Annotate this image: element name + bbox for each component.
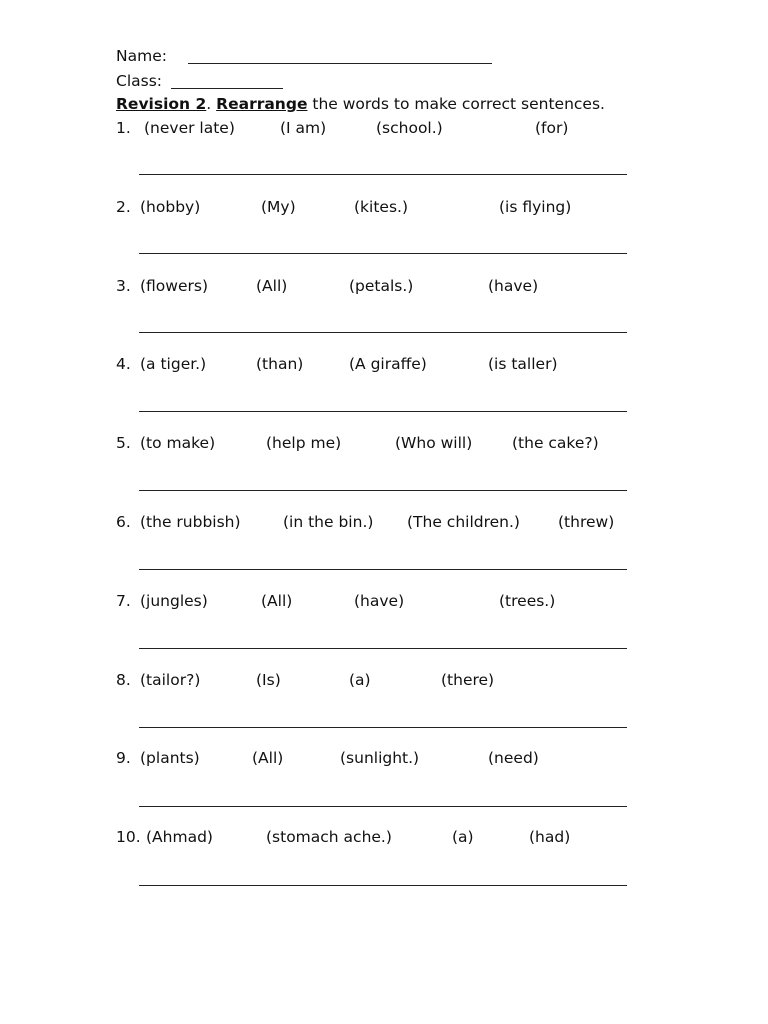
question-number: 8.: [116, 671, 131, 689]
word-chunk: (a): [349, 671, 371, 689]
word-chunk: (is taller): [488, 355, 558, 373]
word-chunk: (I am): [280, 119, 327, 137]
question-number: 2.: [116, 198, 131, 216]
word-chunk: (trees.): [499, 592, 556, 610]
class-label: Class:: [116, 72, 163, 90]
word-chunk: (to make): [140, 434, 216, 452]
word-chunk: (need): [488, 749, 539, 767]
word-chunk: (All): [252, 749, 284, 767]
answer-line[interactable]: [139, 806, 627, 807]
instruction: [116, 94, 605, 114]
word-chunk: (Who will): [395, 434, 473, 452]
word-chunk: (sunlight.): [340, 749, 420, 767]
word-chunk: (the cake?): [512, 434, 599, 452]
instruction-period: .: [206, 95, 212, 113]
word-chunk: (there): [441, 671, 495, 689]
answer-line[interactable]: [139, 648, 627, 649]
word-chunk: (My): [261, 198, 296, 216]
word-chunk: (is flying): [499, 198, 572, 216]
answer-line[interactable]: [139, 411, 627, 412]
word-chunk: (tailor?): [140, 671, 201, 689]
word-chunk: (A giraffe): [349, 355, 427, 373]
word-chunk: (plants): [140, 749, 200, 767]
word-chunk: (than): [256, 355, 304, 373]
answer-line[interactable]: [139, 569, 627, 570]
word-chunk: (hobby): [140, 198, 201, 216]
word-chunk: (have): [354, 592, 405, 610]
class-field[interactable]: [171, 88, 283, 89]
instruction-text: the words to make correct sentences.: [307, 95, 605, 113]
name-label: Name:: [116, 47, 167, 65]
word-chunk: (petals.): [349, 277, 414, 295]
answer-line[interactable]: [139, 174, 627, 175]
question-number: 3.: [116, 277, 131, 295]
question-number: 7.: [116, 592, 131, 610]
question-number: 9.: [116, 749, 131, 767]
question-number: 1.: [116, 119, 131, 137]
word-chunk: (in the bin.): [283, 513, 374, 531]
word-chunk: (school.): [376, 119, 443, 137]
answer-line[interactable]: [139, 490, 627, 491]
question-number: 6.: [116, 513, 131, 531]
word-chunk: (for): [535, 119, 569, 137]
word-chunk: (All): [256, 277, 288, 295]
name-field[interactable]: [188, 63, 492, 64]
word-chunk: (jungles): [140, 592, 208, 610]
question-number: 4.: [116, 355, 131, 373]
word-chunk: (a tiger.): [140, 355, 207, 373]
answer-line[interactable]: [139, 727, 627, 728]
answer-line[interactable]: [139, 332, 627, 333]
word-chunk: (help me): [266, 434, 342, 452]
word-chunk: (kites.): [354, 198, 408, 216]
word-chunk: (Ahmad): [146, 828, 213, 846]
word-chunk: (The children.): [407, 513, 520, 531]
answer-line[interactable]: [139, 253, 627, 254]
word-chunk: (flowers): [140, 277, 209, 295]
word-chunk: (the rubbish): [140, 513, 241, 531]
word-chunk: (threw): [558, 513, 615, 531]
word-chunk: (never late): [144, 119, 235, 137]
question-number: 5.: [116, 434, 131, 452]
word-chunk: (Is): [256, 671, 281, 689]
word-chunk: (a): [452, 828, 474, 846]
word-chunk: (All): [261, 592, 293, 610]
rearrange-label: Rearrange: [216, 95, 308, 113]
question-number: 10.: [116, 828, 141, 846]
word-chunk: (had): [529, 828, 571, 846]
answer-line[interactable]: [139, 885, 627, 886]
word-chunk: (stomach ache.): [266, 828, 392, 846]
word-chunk: (have): [488, 277, 539, 295]
revision-label: Revision 2: [116, 95, 207, 113]
